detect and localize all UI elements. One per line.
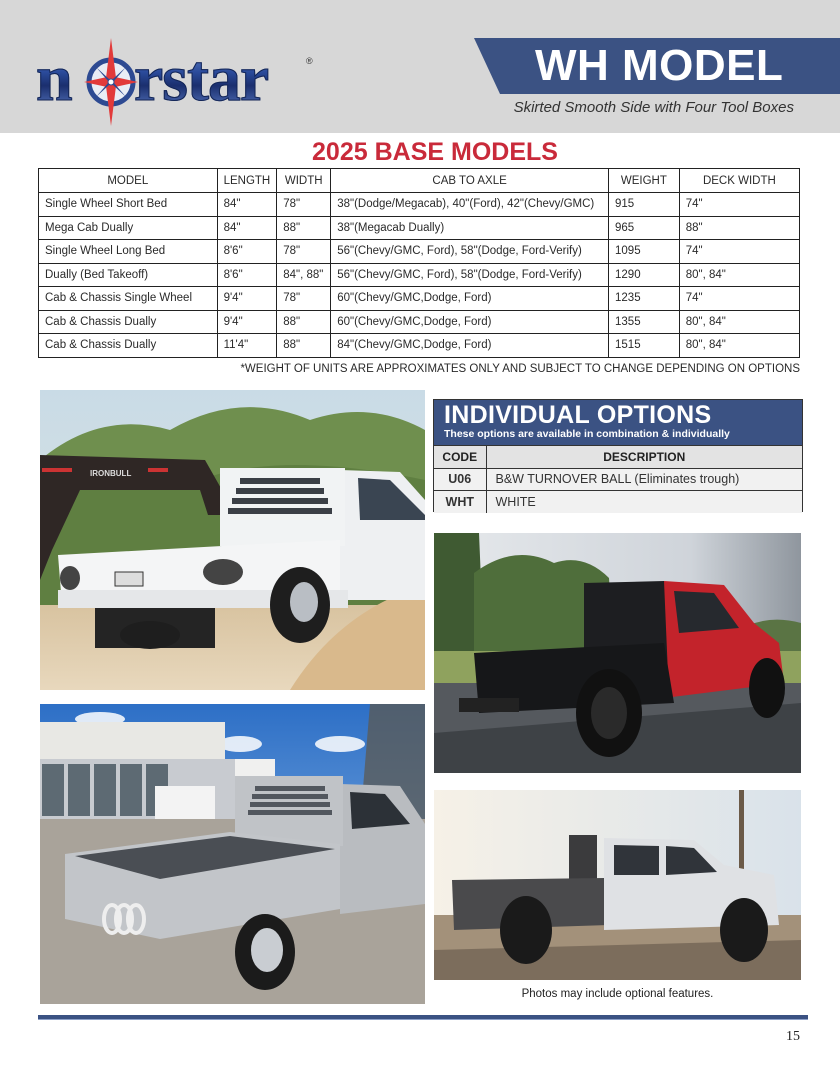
base-models-heading: 2025 BASE MODELS — [312, 138, 558, 166]
cell-weight: 1095 — [609, 240, 680, 264]
options-header — [434, 400, 802, 445]
cell-weight: 1515 — [609, 334, 680, 358]
cell-model: Dually (Bed Takeoff) — [39, 263, 218, 287]
option-code: U06 — [434, 468, 486, 491]
cell-weight: 1235 — [609, 287, 680, 311]
norstar-logo — [36, 38, 316, 128]
column-header-code: CODE — [434, 446, 486, 469]
cell-deck-width: 88" — [679, 216, 799, 240]
photo-silver-truck-side-view — [434, 790, 801, 980]
logo-letter-n: n — [36, 42, 72, 115]
logo-letters-rstar: rstar — [134, 42, 269, 115]
cell-cab-to-axle: 38"(Megacab Dually) — [331, 216, 609, 240]
column-header-model: MODEL — [39, 169, 218, 193]
cell-width: 84", 88" — [277, 263, 331, 287]
cell-deck-width: 74" — [679, 287, 799, 311]
options-table — [434, 445, 802, 513]
photo-silver-truck-aluminum-bed — [40, 704, 425, 1004]
table-row — [39, 216, 800, 240]
option-row — [434, 468, 802, 491]
cell-deck-width: 80", 84" — [679, 334, 799, 358]
table-header-row — [39, 169, 800, 193]
cell-weight: 965 — [609, 216, 680, 240]
cell-length: 9'4" — [217, 287, 277, 311]
base-models-table — [38, 168, 800, 358]
column-header-weight: WEIGHT — [609, 169, 680, 193]
cell-deck-width: 74" — [679, 240, 799, 264]
option-code: WHT — [434, 491, 486, 514]
cell-length: 9'4" — [217, 310, 277, 334]
cell-width: 88" — [277, 310, 331, 334]
cell-width: 78" — [277, 287, 331, 311]
registered-mark: ® — [306, 56, 313, 66]
options-title: INDIVIDUAL OPTIONS — [444, 401, 712, 429]
cell-cab-to-axle: 84"(Chevy/GMC,Dodge, Ford) — [331, 334, 609, 358]
table-row — [39, 263, 800, 287]
compass-star-icon — [82, 38, 140, 126]
cell-length: 8'6" — [217, 263, 277, 287]
column-header-cab-to-axle: CAB TO AXLE — [331, 169, 609, 193]
cell-weight: 1355 — [609, 310, 680, 334]
option-description: WHITE — [486, 491, 802, 514]
cell-cab-to-axle: 60"(Chevy/GMC,Dodge, Ford) — [331, 310, 609, 334]
cell-model: Cab & Chassis Dually — [39, 334, 218, 358]
table-row — [39, 310, 800, 334]
page-number: 15 — [786, 1029, 800, 1044]
cell-weight: 915 — [609, 193, 680, 217]
cell-model: Single Wheel Short Bed — [39, 193, 218, 217]
cell-length: 84" — [217, 216, 277, 240]
cell-width: 88" — [277, 216, 331, 240]
cell-deck-width: 80", 84" — [679, 310, 799, 334]
cell-model: Mega Cab Dually — [39, 216, 218, 240]
cell-length: 11'4" — [217, 334, 277, 358]
page-title: WH MODEL — [535, 41, 784, 90]
cell-deck-width: 74" — [679, 193, 799, 217]
cell-cab-to-axle: 38"(Dodge/Megacab), 40"(Ford), 42"(Chevy/GMC) — [331, 193, 609, 217]
column-header-length: LENGTH — [217, 169, 277, 193]
individual-options-panel — [433, 399, 803, 512]
cell-cab-to-axle: 56"(Chevy/GMC, Ford), 58"(Dodge, Ford-Verify) — [331, 263, 609, 287]
table-row — [39, 334, 800, 358]
weight-footnote: *WEIGHT OF UNITS ARE APPROXIMATES ONLY AND SUBJECT TO CHANGE DEPENDING ON OPTIONS — [240, 363, 800, 375]
cell-weight: 1290 — [609, 263, 680, 287]
photo-red-truck-black-bed — [434, 533, 801, 773]
cell-deck-width: 80", 84" — [679, 263, 799, 287]
photo-white-truck-gooseneck — [40, 390, 425, 690]
column-header-deck-width: DECK WIDTH — [679, 169, 799, 193]
page-subtitle: Skirted Smooth Side with Four Tool Boxes — [513, 99, 794, 116]
cell-model: Single Wheel Long Bed — [39, 240, 218, 264]
table-row — [39, 240, 800, 264]
column-header-description: DESCRIPTION — [486, 446, 802, 469]
cell-length: 84" — [217, 193, 277, 217]
table-row — [39, 193, 800, 217]
cell-model: Cab & Chassis Single Wheel — [39, 287, 218, 311]
column-header-width: WIDTH — [277, 169, 331, 193]
footer-divider — [38, 1015, 808, 1020]
cell-cab-to-axle: 56"(Chevy/GMC, Ford), 58"(Dodge, Ford-Verify) — [331, 240, 609, 264]
photo-caption: Photos may include optional features. — [521, 988, 714, 1000]
table-row — [39, 287, 800, 311]
option-row — [434, 491, 802, 514]
cell-width: 78" — [277, 240, 331, 264]
cell-cab-to-axle: 60"(Chevy/GMC,Dodge, Ford) — [331, 287, 609, 311]
cell-width: 78" — [277, 193, 331, 217]
options-header-row — [434, 446, 802, 469]
cell-model: Cab & Chassis Dually — [39, 310, 218, 334]
option-description: B&W TURNOVER BALL (Eliminates trough) — [486, 468, 802, 491]
options-subtitle: These options are available in combination & individually — [444, 428, 730, 440]
cell-width: 88" — [277, 334, 331, 358]
cell-length: 8'6" — [217, 240, 277, 264]
svg-text:IRONBULL: IRONBULL — [90, 469, 132, 478]
